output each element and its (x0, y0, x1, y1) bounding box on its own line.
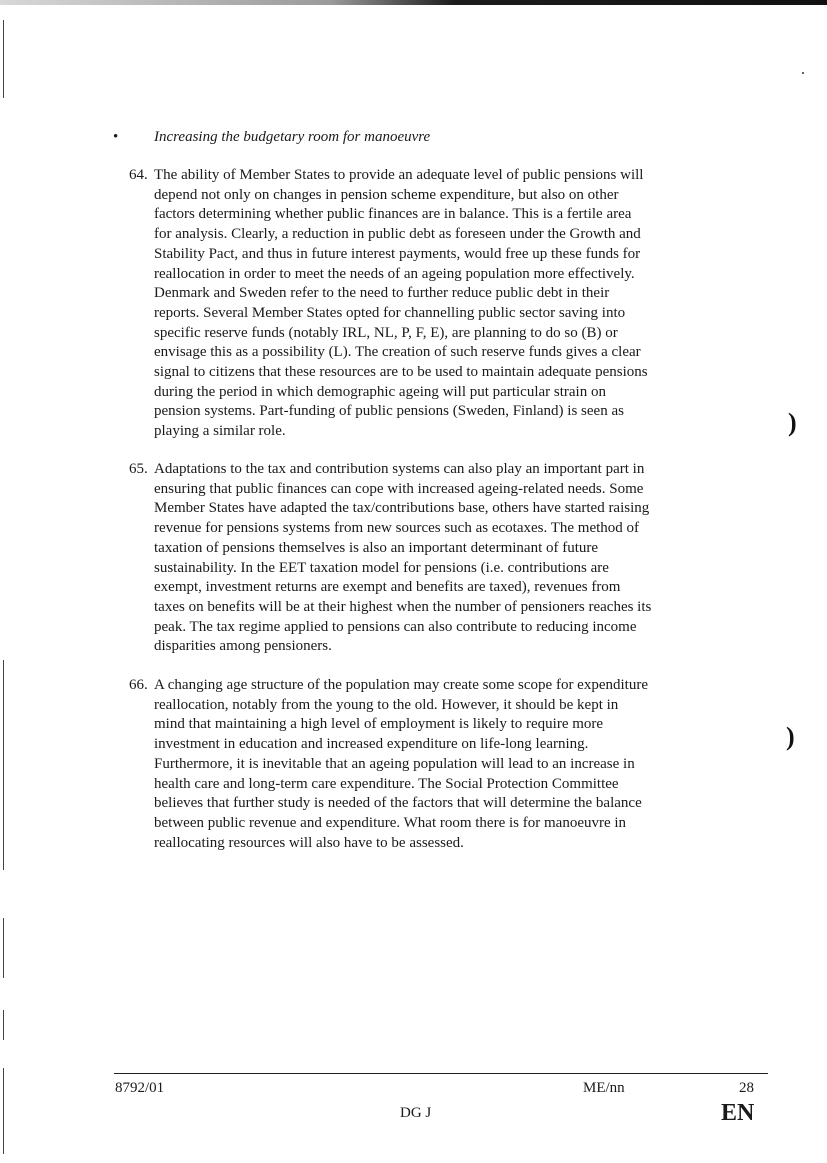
paragraph-line: Stability Pact, and thus in future interest payments, would free up these funds for (154, 245, 641, 262)
paragraph-line: reallocating resources will also have to be assessed. (154, 834, 464, 851)
paragraph-line: reports. Several Member States opted for channelling public sector saving into (154, 304, 626, 321)
scan-left-edge-mark (3, 660, 4, 870)
paragraph-line: taxation of pensions themselves is also an important determinant of future (154, 539, 599, 556)
footer-doc-number: 8792/01 (115, 1080, 165, 1096)
paragraph-line: revenue for pensions systems from new sources such as ecotaxes. The method of (154, 520, 640, 537)
paragraph-line: ensuring that public finances can cope with increased ageing-related needs. Some (154, 480, 644, 497)
paragraph-line: specific reserve funds (notably IRL, NL, P, F, E), are planning to do so (B) or (154, 324, 618, 341)
paragraph-66 (129, 676, 719, 853)
paragraph-line: mind that maintaining a high level of employment is likely to require more (154, 716, 604, 733)
paragraph-line: sustainability. In the EET taxation model for pensions (i.e. contributions are (154, 559, 609, 576)
paragraph-line: believes that further study is needed of the factors that will determine the balance (154, 795, 642, 812)
paragraph-number: 65. (129, 461, 148, 477)
footer-language: EN (721, 1100, 755, 1126)
paragraph-line: Member States have adapted the tax/contributions base, others have started raising (154, 500, 650, 517)
paragraph-line: factors determining whether public finances are in balance. This is a fertile area (154, 206, 632, 223)
paragraph-65 (129, 460, 719, 657)
paragraph-line: for analysis. Clearly, a reduction in public debt as foreseen under the Growth and (154, 226, 641, 243)
paragraph-line: disparities among pensioners. (154, 638, 332, 655)
paragraph-line: taxes on benefits will be at their highest when the number of pensioners reaches its (154, 598, 652, 615)
scan-speck (802, 72, 804, 74)
bullet-icon: • (113, 129, 119, 145)
paragraph-line: Adaptations to the tax and contribution systems can also play an important part in (154, 461, 645, 477)
paragraph-line: between public revenue and expenditure. What room there is for manoeuvre in (154, 814, 627, 831)
footer-initials: ME/nn (583, 1080, 625, 1096)
paragraph-line: playing a similar role. (154, 423, 286, 440)
paragraph-line: The ability of Member States to provide an adequate level of public pensions will (154, 167, 644, 183)
paragraph-line: peak. The tax regime applied to pensions can also contribute to reducing income (154, 618, 637, 635)
paragraph-number: 64. (129, 167, 148, 183)
scan-left-edge-mark (3, 1068, 4, 1154)
margin-mark: ) (788, 408, 797, 437)
paragraph-line: pension systems. Part-funding of public pensions (Sweden, Finland) is seen as (154, 403, 624, 420)
paragraph-64 (129, 166, 719, 442)
paragraph-line: reallocation in order to meet the needs of an ageing population more effectively. (154, 265, 635, 282)
paragraph-line: envisage this as a possibility (L). The creation of such reserve funds gives a clear (154, 344, 641, 361)
paragraph-line: investment in education and increased expenditure on life-long learning. (154, 736, 589, 753)
footer-directorate: DG J (400, 1105, 432, 1121)
scan-left-edge-mark (3, 1010, 4, 1040)
paragraph-line: Denmark and Sweden refer to the need to further reduce public debt in their (154, 285, 610, 302)
paragraph-number: 66. (129, 677, 148, 693)
paragraph-line: exempt, investment returns are exempt and benefits are taxed), revenues from (154, 579, 621, 596)
margin-mark: ) (786, 722, 795, 751)
paragraph-line: during the period in which demographic ageing will put particular strain on (154, 383, 606, 400)
scan-left-edge-mark (3, 918, 4, 978)
footer-page-number: 28 (739, 1080, 754, 1096)
section-heading (113, 128, 430, 147)
footer-rule (114, 1073, 768, 1074)
paragraph-line: signal to citizens that these resources are to be used to maintain adequate pensions (154, 364, 648, 381)
paragraph-line: A changing age structure of the population may create some scope for expenditure (154, 677, 648, 693)
section-heading-text: Increasing the budgetary room for manoeuvre (154, 129, 431, 145)
scan-top-edge (0, 0, 827, 5)
paragraph-line: Furthermore, it is inevitable that an ageing population will lead to an increase in (154, 755, 635, 772)
paragraph-line: reallocation, notably from the young to the old. However, it should be kept in (154, 696, 619, 713)
paragraph-line: depend not only on changes in pension scheme expenditure, but also on other (154, 186, 619, 203)
paragraph-line: health care and long-term care expenditure. The Social Protection Committee (154, 775, 619, 792)
scan-left-edge-mark (3, 20, 4, 98)
